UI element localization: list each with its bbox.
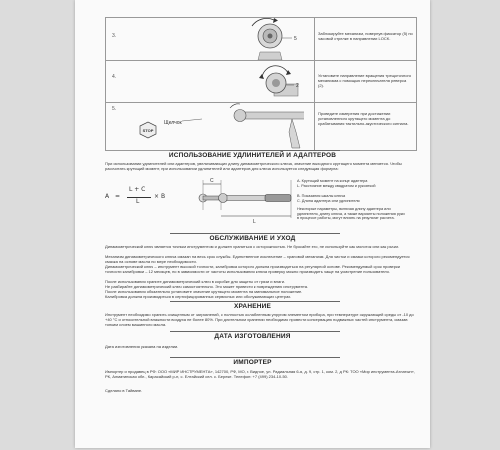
divider [170,150,340,151]
section-title: ИМПОРТЕР [233,359,272,366]
legend-l: L. Расстояние между квадратом и рукояткой [297,184,376,188]
section-title: ХРАНЕНИЕ [233,303,272,310]
step-row [106,18,416,61]
step-text: Заблокируйте механизм, повернув фиксатор (5) по часовой стрелке в направлении LOCK. [318,31,413,41]
storage-text: Инструмент необходимо хранить очищенным от загрязнений, с полностью ослабленным упругим элементом прибора, при температуре окружающей среды от -10 до +40 °С и относительной влажности воздуха не более 80%. При длительном хранении необходимо провести консервацию подвижных частей инструмента, смазав тонким слоем машинного масла. [105,312,414,327]
divider [170,301,340,302]
maintenance-para-4: После использования храните динамометрический ключ в коробке для защиты от грязи и влаги. [105,279,286,284]
formula-a: A [105,193,110,200]
maintenance-para-2: Механизм динамометрического ключа смазан на весь срок службы. Единственное исключение – храповой механизм. Для чистки и смазки которого рекомендуется смазка на основе масла по мере необходимости. [105,254,410,264]
formula-times: × [154,193,160,200]
maintenance-para-3: Динамометрический ключ – инструмент высокой точности, калибровка которого должна производиться на регулярной основе. Рекомендуемый срок проверки точности калибровки – 12 месяцев, но в зависимости от частоты использования ключа проверку можно производить чаще на усмотрение пользователя. [105,264,400,274]
lock-dial-illustration [124,18,304,60]
maintenance-para-6: После использования обязательно установите значение крутящего момента на минимальное положение. [105,289,303,294]
torque-formula [105,181,185,213]
step-number: 3. [112,33,117,39]
legend-a: A. Крутящий момент на конце адаптера [297,179,368,183]
formula-denominator: L [136,198,140,205]
step-number: 5. [112,106,117,112]
callout-label: 5 [294,36,297,42]
section-title: ИСПОЛЬЗОВАНИЕ УДЛИНИТЕЛЕЙ И АДАПТЕРОВ [168,152,337,159]
formula-numerator: L + C [129,186,146,193]
maintenance-para-7: Калибровка должна производиться в сертифицированных сервисных или обслуживающих центрах. [105,294,292,299]
step-text: Проведите измерения при достижении установленного крутящего момента до срабатывания тактильно-акустического сигнала. [318,111,409,126]
section-title: ДАТА ИЗГОТОВЛЕНИЯ [214,333,291,340]
section-title: ОБСЛУЖИВАНИЕ И УХОД [209,235,296,242]
made-in-text: Сделано в Тайване. [105,388,143,393]
wrench-extension-diagram [195,174,295,224]
steps-table [105,17,417,151]
formula-b: B [161,193,166,200]
maintenance-para-5: Не разбирайте динамометрический ключ самостоятельно. Это может привести к повреждению инструмента. [105,284,309,289]
extension-note: Некоторые параметры, включая длину адаптера или удлинителя, длину ключа, а также варианты положения руки в процессе работы, могут влиять на результат расчета. [297,207,405,221]
step-row [106,102,416,150]
step-text: Установите направление вращения трещоточного механизма с помощью переключателя реверса (2). [318,73,412,88]
maintenance-para-1: Динамометрический ключ является точным инструментом и должен храниться с осторожностью. Не бросайте его, не используйте как молоток или как рычаг. [105,244,399,249]
dimension-c: C [210,178,214,184]
legend-c: C. Длина адаптера или удлинителя [297,199,360,203]
callout-label: 2 [296,83,299,89]
section-intro: При использовании удлинителей или адаптеров, увеличивающих длину динамометрического ключа, значение выходного крутящего момента меняется. Чтобы рассчитать крутящий момент, при использовании удлинителей или адаптеров для ключа используется следующая формула: [105,161,402,171]
reverse-switch-illustration [124,60,304,102]
click-label: Щелчок [164,120,182,126]
divider [170,357,340,358]
legend-b: B. Показания шкалы ключа [297,194,346,198]
document-page [75,0,430,448]
importer-text: Импортер и продавец в РФ: ООО «МИР ИНСТРУМЕНТА», 142700, РФ, МО, г. Видное, ул. Радиальная 6-я, д. 9, стр. 1, ком. 2, д РК: ТОО «Мир инструмента-Атлатын», РК, Алматинская обл., Карасайский р-н, с. Елтайский сел. с. Береке. Телефон: +7 (499) 234-10-50. [105,369,415,379]
divider [170,331,340,332]
click-signal-illustration [124,102,304,150]
step-number: 4. [112,74,117,80]
formula-equals: = [115,193,121,200]
manufacture-text: Дата изготовления указана на изделии. [105,344,179,349]
step-row [106,60,416,103]
dimension-l: L [253,219,256,224]
divider [170,233,340,234]
stop-label: STOP [142,128,154,133]
